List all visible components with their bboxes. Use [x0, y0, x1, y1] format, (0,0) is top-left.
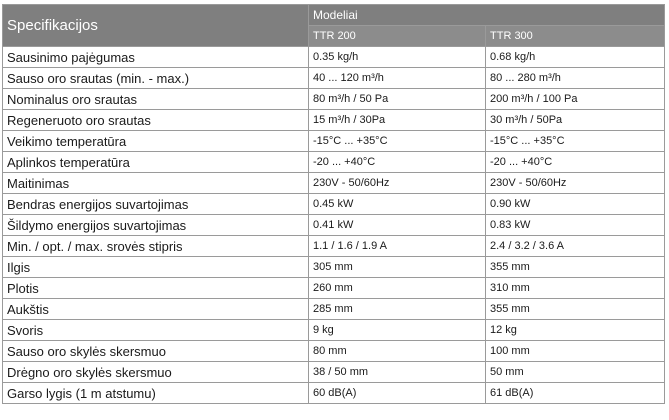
value-ttr300-cell: 61 dB(A)	[486, 383, 665, 404]
value-ttr300-cell: 0.90 kW	[486, 194, 665, 215]
value-ttr300-cell: 12 kg	[486, 320, 665, 341]
table-row	[3, 110, 665, 131]
table-row	[3, 131, 665, 152]
value-ttr200-cell: 38 / 50 mm	[309, 362, 486, 383]
spec-name-cell: Garso lygis (1 m atstumu)	[3, 383, 309, 404]
spec-name-cell: Drėgno oro skylės skersmuo	[3, 362, 309, 383]
value-ttr300-cell: 355 mm	[486, 257, 665, 278]
table-title: Specifikacijos	[3, 5, 309, 47]
value-ttr200-cell: 285 mm	[309, 299, 486, 320]
value-ttr200-cell: 0.45 kW	[309, 194, 486, 215]
spec-name-cell: Aplinkos temperatūra	[3, 152, 309, 173]
value-ttr200-cell: 60 dB(A)	[309, 383, 486, 404]
table-row	[3, 320, 665, 341]
table-row	[3, 341, 665, 362]
value-ttr300-cell: 50 mm	[486, 362, 665, 383]
table-row	[3, 68, 665, 89]
table-row	[3, 89, 665, 110]
value-ttr200-cell: 0.41 kW	[309, 215, 486, 236]
spec-name-cell: Sauso oro skylės skersmuo	[3, 341, 309, 362]
spec-name-cell: Sausinimo pajėgumas	[3, 47, 309, 68]
value-ttr200-cell: -15°C ... +35°C	[309, 131, 486, 152]
table-row	[3, 362, 665, 383]
value-ttr200-cell: 0.35 kg/h	[309, 47, 486, 68]
value-ttr300-cell: 100 mm	[486, 341, 665, 362]
value-ttr200-cell: 40 ... 120 m³/h	[309, 68, 486, 89]
value-ttr300-cell: 0.68 kg/h	[486, 47, 665, 68]
table-row	[3, 257, 665, 278]
value-ttr300-cell: 355 mm	[486, 299, 665, 320]
table-row	[3, 194, 665, 215]
value-ttr200-cell: 260 mm	[309, 278, 486, 299]
spec-name-cell: Nominalus oro srautas	[3, 89, 309, 110]
specifications-table	[2, 4, 665, 404]
header-row	[3, 5, 665, 26]
table-row	[3, 47, 665, 68]
value-ttr300-cell: 230V - 50/60Hz	[486, 173, 665, 194]
spec-name-cell: Veikimo temperatūra	[3, 131, 309, 152]
spec-name-cell: Plotis	[3, 278, 309, 299]
value-ttr200-cell: 305 mm	[309, 257, 486, 278]
value-ttr300-cell: 310 mm	[486, 278, 665, 299]
models-label: Modeliai	[309, 5, 665, 26]
model-ttr300: TTR 300	[486, 26, 665, 47]
table-row	[3, 278, 665, 299]
spec-name-cell: Regeneruoto oro srautas	[3, 110, 309, 131]
value-ttr300-cell: 30 m³/h / 50Pa	[486, 110, 665, 131]
model-ttr200: TTR 200	[309, 26, 486, 47]
table-row	[3, 215, 665, 236]
value-ttr300-cell: 80 ... 280 m³/h	[486, 68, 665, 89]
value-ttr200-cell: 230V - 50/60Hz	[309, 173, 486, 194]
value-ttr300-cell: 2.4 / 3.2 / 3.6 A	[486, 236, 665, 257]
value-ttr200-cell: 9 kg	[309, 320, 486, 341]
value-ttr300-cell: 200 m³/h / 100 Pa	[486, 89, 665, 110]
spec-name-cell: Aukštis	[3, 299, 309, 320]
value-ttr200-cell: 80 mm	[309, 341, 486, 362]
value-ttr200-cell: 1.1 / 1.6 / 1.9 A	[309, 236, 486, 257]
spec-name-cell: Sauso oro srautas (min. - max.)	[3, 68, 309, 89]
value-ttr200-cell: 15 m³/h / 30Pa	[309, 110, 486, 131]
spec-name-cell: Min. / opt. / max. srovės stipris	[3, 236, 309, 257]
spec-name-cell: Maitinimas	[3, 173, 309, 194]
table-row	[3, 236, 665, 257]
spec-name-cell: Šildymo energijos suvartojimas	[3, 215, 309, 236]
value-ttr300-cell: -20 ... +40°C	[486, 152, 665, 173]
value-ttr300-cell: -15°C ... +35°C	[486, 131, 665, 152]
value-ttr200-cell: -20 ... +40°C	[309, 152, 486, 173]
spec-name-cell: Svoris	[3, 320, 309, 341]
table-row	[3, 152, 665, 173]
value-ttr200-cell: 80 m³/h / 50 Pa	[309, 89, 486, 110]
table-row	[3, 173, 665, 194]
spec-name-cell: Bendras energijos suvartojimas	[3, 194, 309, 215]
spec-name-cell: Ilgis	[3, 257, 309, 278]
table-row	[3, 383, 665, 404]
table-row	[3, 299, 665, 320]
value-ttr300-cell: 0.83 kW	[486, 215, 665, 236]
